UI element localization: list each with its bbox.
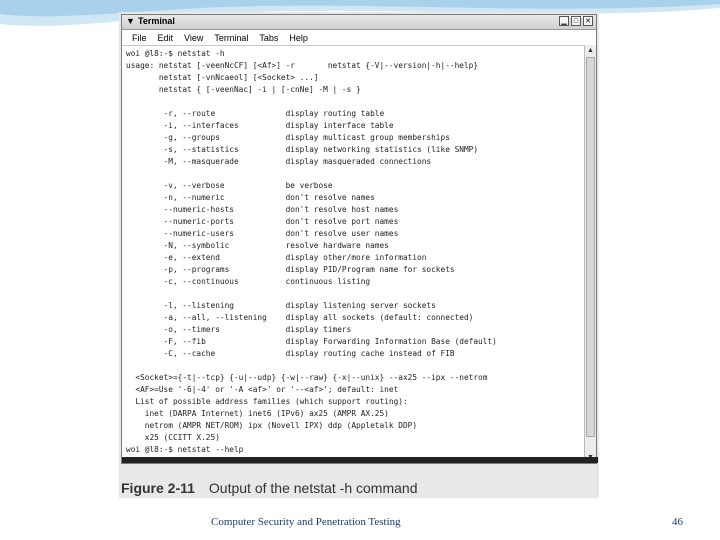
terminal-line: -v, --verbose be verbose: [126, 181, 333, 190]
menu-tabs[interactable]: Tabs: [259, 32, 279, 43]
terminal-line: -e, --extend display other/more information: [126, 253, 427, 262]
terminal-window: [121, 14, 597, 464]
menu-bar: [122, 30, 596, 46]
terminal-line: -M, --masquerade display masqueraded connections: [126, 157, 432, 166]
terminal-line: usage: netstat [-veenNcCF] [<Af>] -r netstat {-V|--version|-h|--help}: [126, 61, 479, 70]
terminal-line: <AF>=Use '-6|-4' or '-A <af>' or '--<af>'; default: inet: [126, 385, 399, 394]
terminal-line: inet (DARPA Internet) inet6 (IPv6) ax25 (AMPR AX.25): [126, 409, 389, 418]
terminal-line: -n, --numeric don't resolve names: [126, 193, 375, 202]
figure-caption: [121, 480, 417, 496]
terminal-line: x25 (CCITT X.25): [126, 433, 220, 442]
menu-edit[interactable]: Edit: [157, 32, 174, 43]
terminal-line: -c, --continuous continuous listing: [126, 277, 371, 286]
terminal-output[interactable]: [122, 45, 584, 463]
figure-caption-text: Output of the netstat -h command: [208, 480, 418, 496]
terminal-line: woi @l8:-$ netstat -h: [126, 49, 225, 58]
terminal-line: woi @l8:-$ netstat --help: [126, 445, 244, 454]
figure-panel: [119, 12, 599, 498]
menu-view[interactable]: View: [184, 32, 204, 43]
page-number: 46: [672, 516, 683, 528]
terminal-line: netstat { [-veenNac] -i | [-cnNe] -M | -s }: [126, 85, 361, 94]
vertical-scrollbar[interactable]: [584, 45, 596, 463]
terminal-line: -r, --route display routing table: [126, 109, 385, 118]
terminal-line: <Socket>={-t|--tcp} {-u|--udp} {-w|--raw} {-x|--unix} --ax25 --ipx --netrom: [126, 373, 488, 382]
terminal-line: -g, --groups display multicast group memberships: [126, 133, 450, 142]
terminal-line: netrom (AMPR NET/ROM) ipx (Novell IPX) ddp (Appletalk DDP): [126, 421, 418, 430]
terminal-line: -s, --statistics display networking statistics (like SNMP): [126, 145, 479, 154]
scroll-up-arrow-icon[interactable]: ▲: [587, 47, 594, 54]
menu-help[interactable]: Help: [289, 32, 308, 43]
scroll-thumb[interactable]: [586, 57, 595, 437]
terminal-line: -l, --listening display listening server sockets: [126, 301, 436, 310]
terminal-line: -p, --programs display PID/Program name for sockets: [126, 265, 455, 274]
terminal-line: -C, --cache display routing cache instead of FIB: [126, 349, 455, 358]
close-button[interactable]: ✕: [583, 16, 593, 26]
terminal-line: -N, --symbolic resolve hardware names: [126, 241, 389, 250]
terminal-line: -o, --timers display timers: [126, 325, 352, 334]
terminal-line: [126, 288, 584, 300]
figure-label: Figure 2-11: [121, 480, 195, 496]
terminal-line: -a, --all, --listening display all sockets (default: connected): [126, 313, 474, 322]
footer-title: Computer Security and Penetration Testing: [211, 516, 401, 528]
terminal-line: -F, --fib display Forwarding Information Base (default): [126, 337, 497, 346]
terminal-line: [126, 360, 584, 372]
maximize-button[interactable]: □: [571, 16, 581, 26]
terminal-line: --numeric-ports don't resolve port names: [126, 217, 399, 226]
terminal-icon: ▼: [126, 16, 135, 26]
terminal-line: --numeric-users don't resolve user names: [126, 229, 399, 238]
terminal-line: [126, 168, 584, 180]
menu-file[interactable]: File: [132, 32, 147, 43]
title-bar[interactable]: [122, 15, 596, 30]
minimize-button[interactable]: ▁: [559, 16, 569, 26]
terminal-line: --numeric-hosts don't resolve host names: [126, 205, 399, 214]
terminal-line: [126, 96, 584, 108]
window-title: Terminal: [138, 16, 175, 26]
window-bottom-edge: [122, 457, 598, 463]
window-controls: [559, 16, 593, 26]
terminal-line: -i, --interfaces display interface table: [126, 121, 394, 130]
terminal-line: List of possible address families (which support routing):: [126, 397, 408, 406]
terminal-line: netstat [-vnNcaeol] [<Socket> ...]: [126, 73, 319, 82]
menu-terminal[interactable]: Terminal: [214, 32, 249, 43]
